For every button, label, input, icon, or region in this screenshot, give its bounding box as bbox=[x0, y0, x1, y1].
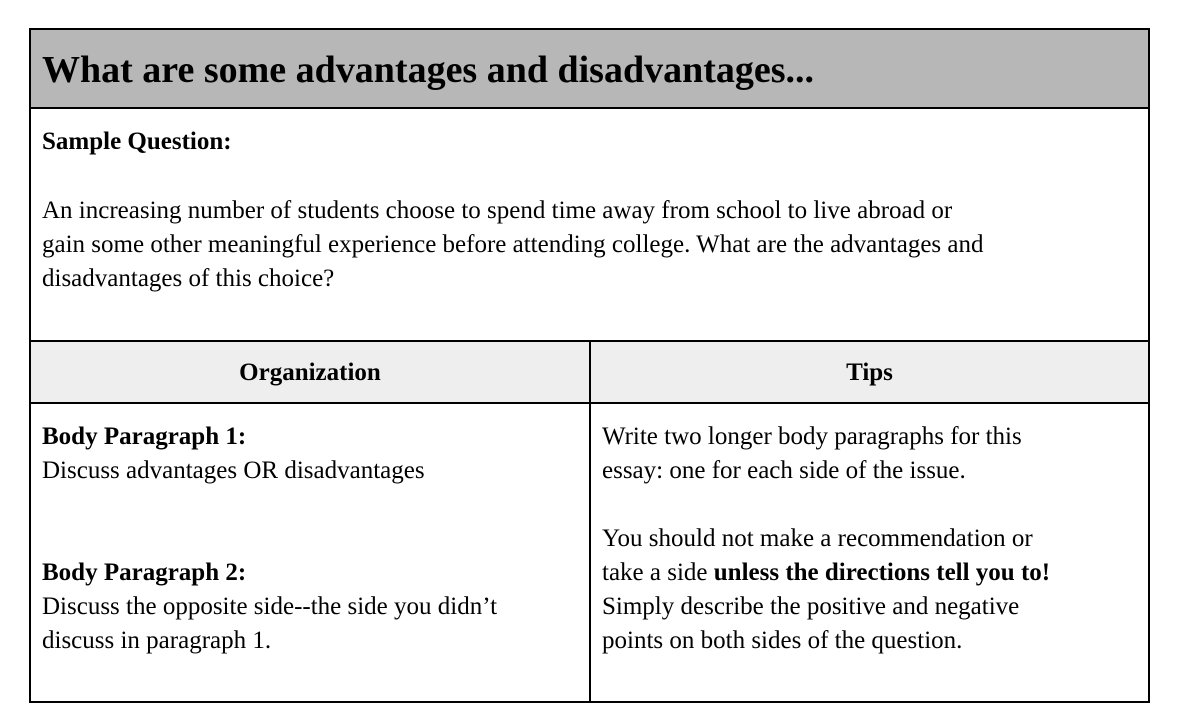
tip-line: Write two longer body paragraphs for this bbox=[602, 423, 1022, 450]
body-paragraph-2-text: discuss in paragraph 1. bbox=[42, 627, 272, 654]
page-title: What are some advantages and disadvantages... bbox=[42, 49, 815, 91]
body-paragraph-2-heading: Body Paragraph 2: bbox=[42, 559, 247, 586]
question-line: An increasing number of students choose to spend time away from school to live abroad or bbox=[42, 197, 953, 224]
tip-line: essay: one for each side of the issue. bbox=[602, 457, 966, 484]
tip-line-prefix: take a side bbox=[602, 559, 714, 586]
tip-line: You should not make a recommendation or bbox=[602, 525, 1033, 552]
title-row bbox=[31, 30, 1148, 109]
tips-header: Tips bbox=[846, 359, 893, 386]
body-paragraph-2-text: Discuss the opposite side--the side you didn’t bbox=[42, 593, 498, 620]
sample-question-text bbox=[42, 194, 1142, 296]
tip-line: Simply describe the positive and negative bbox=[602, 593, 1020, 620]
tip-line bbox=[602, 556, 1137, 590]
tip-block-2 bbox=[602, 522, 1137, 658]
tip-emphasis: unless the directions tell you to! bbox=[713, 559, 1051, 586]
tip-block-1 bbox=[602, 420, 1132, 488]
body-paragraph-1-text: Discuss advantages OR disadvantages bbox=[42, 457, 425, 484]
question-line: gain some other meaningful experience before attending college. What are the advantages and bbox=[42, 231, 984, 258]
sample-question-label: Sample Question: bbox=[42, 128, 232, 155]
sample-question-section bbox=[31, 109, 1148, 342]
question-line: disadvantages of this choice? bbox=[42, 265, 335, 292]
organization-header: Organization bbox=[239, 359, 381, 386]
advantages-disadvantages-table bbox=[29, 28, 1150, 703]
body-paragraph-1 bbox=[42, 420, 582, 488]
organization-cell bbox=[31, 404, 589, 701]
body-paragraph-1-heading: Body Paragraph 1: bbox=[42, 423, 247, 450]
body-paragraph-2 bbox=[42, 556, 582, 658]
tip-line: points on both sides of the question. bbox=[602, 627, 963, 654]
tips-cell bbox=[591, 404, 1148, 701]
